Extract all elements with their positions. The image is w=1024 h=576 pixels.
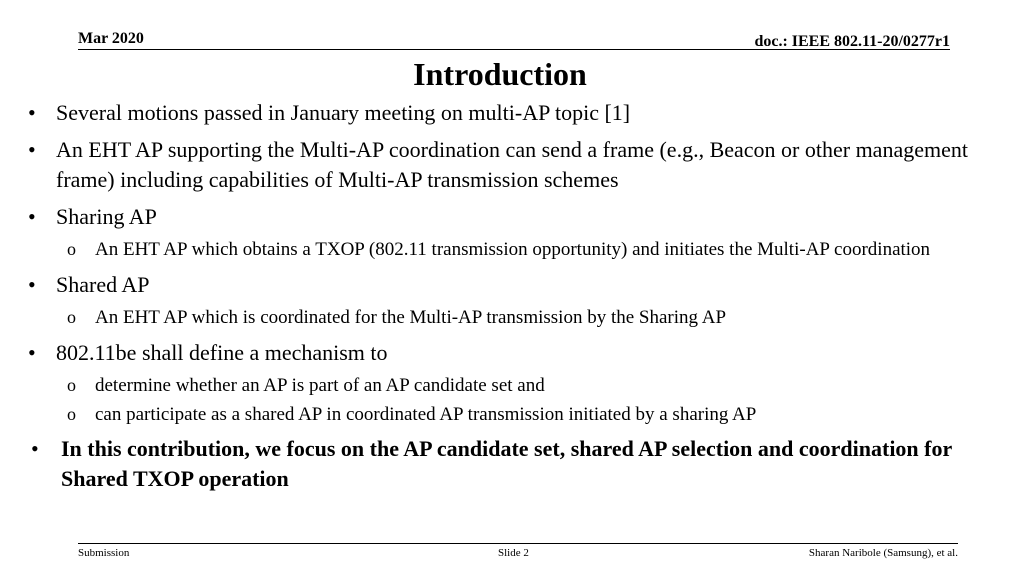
- sub-bullet-text: An EHT AP which is coordinated for the Multi-AP transmission by the Sharing AP: [95, 307, 727, 328]
- bullet-item: [28, 270, 990, 300]
- sub-bullet-text: can participate as a shared AP in coordinated AP transmission initiated by a sharing AP: [95, 404, 757, 425]
- header-doc-id: doc.: IEEE 802.11-20/0277r1: [754, 33, 950, 50]
- sub-bullet-item: [28, 304, 990, 331]
- sub-bullet-icon: o: [67, 404, 76, 424]
- bullet-icon: •: [31, 436, 39, 461]
- emphasis-bullet-text: In this contribution, we focus on the AP candidate set, shared AP selection and coordination for Shared TXOP operation: [61, 436, 952, 491]
- bullet-text: Shared AP: [56, 272, 150, 297]
- footer-authors: Sharan Naribole (Samsung), et al.: [808, 547, 958, 559]
- sub-bullet-icon: o: [67, 307, 76, 327]
- bullet-item: [28, 202, 990, 232]
- bullet-icon: •: [28, 340, 36, 365]
- sub-bullet-icon: o: [67, 375, 76, 395]
- sub-bullet-text: determine whether an AP is part of an AP candidate set and: [95, 375, 545, 396]
- sub-bullet-icon: o: [67, 239, 76, 259]
- bullet-item: [28, 98, 990, 128]
- bullet-item: [28, 135, 990, 195]
- slide-title: Introduction: [413, 56, 587, 92]
- sub-bullet-text: An EHT AP which obtains a TXOP (802.11 transmission opportunity) and initiates the Multi-AP coordination: [95, 239, 931, 260]
- bullet-icon: •: [28, 272, 36, 297]
- footer-divider: [78, 543, 958, 544]
- bullet-text: 802.11be shall define a mechanism to: [56, 340, 388, 365]
- sub-bullet-item: [28, 236, 990, 263]
- bullet-text: An EHT AP supporting the Multi-AP coordination can send a frame (e.g., Beacon or other management frame) including capabilities of Multi-AP transmission schemes: [56, 137, 968, 192]
- bullet-icon: •: [28, 100, 36, 125]
- bullet-icon: •: [28, 204, 36, 229]
- bullet-item: [28, 338, 990, 368]
- emphasis-bullet-item: [28, 434, 990, 494]
- footer-submission: Submission: [78, 547, 130, 559]
- bullet-text: Several motions passed in January meeting on multi-AP topic [1]: [56, 100, 631, 125]
- bullet-icon: •: [28, 137, 36, 162]
- header-divider: [78, 49, 950, 50]
- slide-body: [28, 98, 990, 494]
- sub-bullet-item: [28, 372, 990, 399]
- bullet-text: Sharing AP: [56, 204, 157, 229]
- header-date: Mar 2020: [78, 30, 144, 47]
- footer-slide-number: Slide 2: [498, 547, 529, 559]
- sub-bullet-item: [28, 401, 990, 428]
